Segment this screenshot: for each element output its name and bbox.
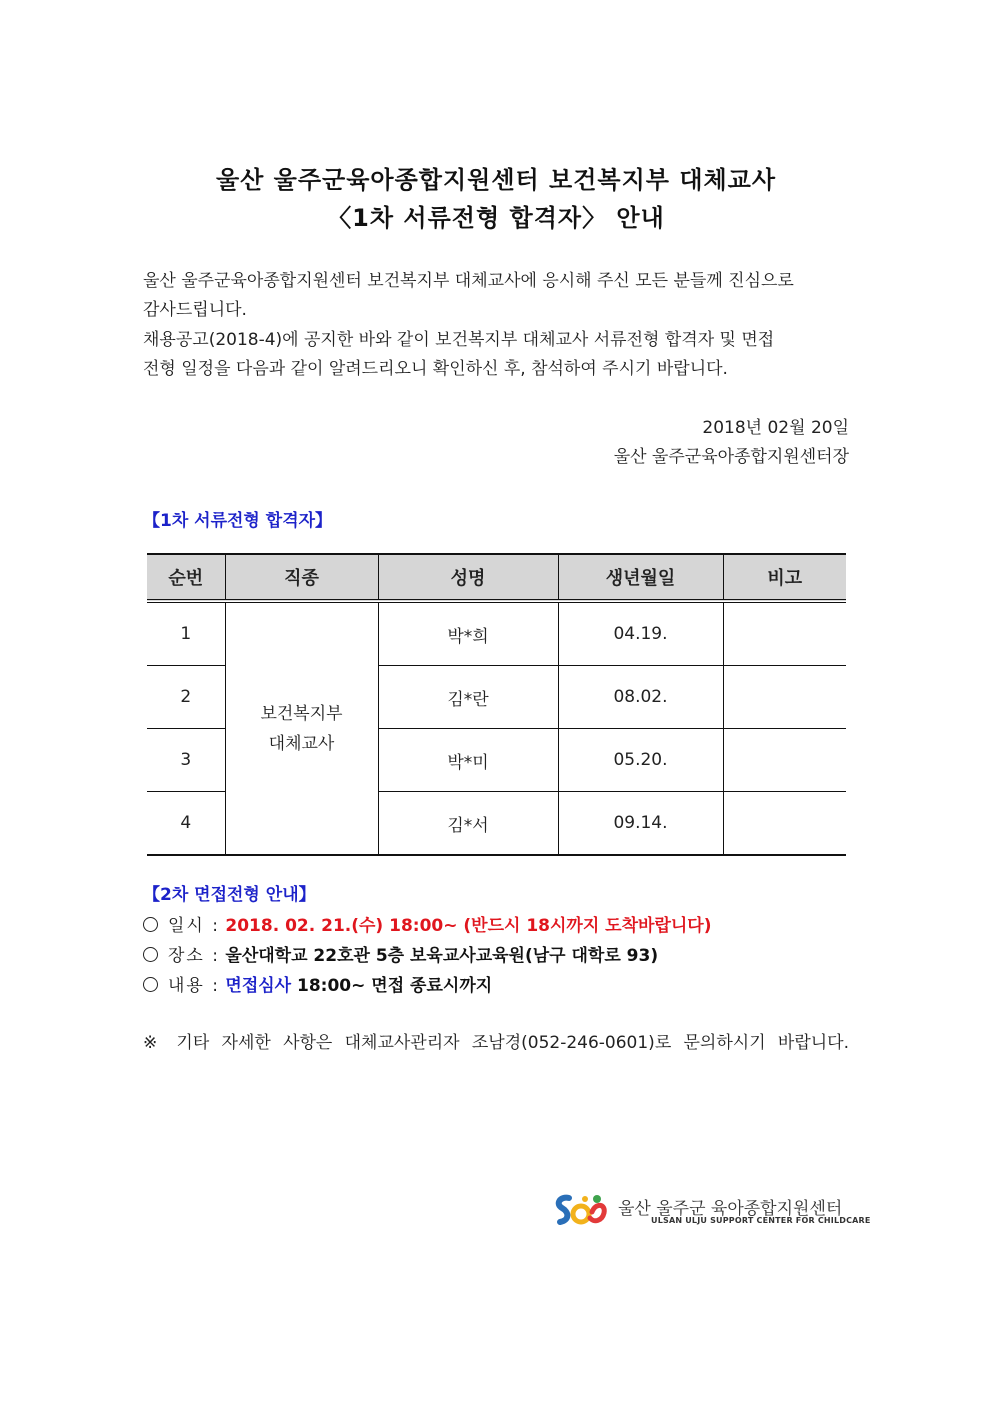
issuer-name: 울산 울주군육아종합지원센터장 [613,447,849,467]
intro-p2-line2: 전형 일정을 다음과 같이 알려드리오니 확인하신 후, 참석하여 주시기 바랍니다. [143,359,728,379]
center-logo [552,1190,871,1230]
interview-content-label: 내용 : [168,976,220,996]
section2-heading: 【2차 면접전형 안내】 [143,885,316,905]
document-title-line2: 〈1차 서류전형 합격자〉 안내 [327,204,665,232]
row-remarks [723,666,846,729]
intro-p1-line1: 울산 울주군육아종합지원센터 보건복지부 대체교사에 응시해 주신 모든 분들께 진심으로 [143,271,794,291]
row-name: 박*미 [378,729,558,792]
job-type-cell [225,601,378,855]
intro-paragraph-1 [143,267,851,325]
document-title-line1: 울산 울주군육아종합지원센터 보건복지부 대체교사 [215,166,777,194]
row-birthdate: 08.02. [558,666,723,729]
row-birthdate: 05.20. [558,729,723,792]
intro-p1-line2: 감사드립니다. [143,300,247,320]
row-name: 김*란 [378,666,558,729]
interview-content-line [143,971,492,996]
row-name: 박*희 [378,601,558,666]
interview-content-highlight: 면접심사 [225,976,292,996]
bullet-circle-icon [143,947,158,962]
table-row [147,601,846,666]
header-birthdate: 생년월일 [558,554,723,601]
row-number: 1 [147,601,225,666]
intro-p2-line1: 채용공고(2018-4)에 공지한 바와 같이 보건복지부 대체교사 서류전형 합격자 및 면접 [143,330,775,350]
row-number: 4 [147,792,225,856]
section1-heading: 【1차 서류전형 합격자】 [143,511,333,531]
bullet-circle-icon [143,977,158,992]
job-type-line2: 대체교사 [268,733,335,754]
header-job-type: 직종 [225,554,378,601]
header-name: 성명 [378,554,558,601]
interview-place-value: 울산대학교 22호관 5층 보육교사교육원(남구 대학로 93) [225,946,659,966]
header-number: 순번 [147,554,225,601]
interview-content-rest: 18:00~ 면접 종료시까지 [291,976,493,996]
row-name: 김*서 [378,792,558,856]
interview-place-label: 장소 : [168,946,220,966]
row-remarks [723,729,846,792]
center-logo-mark-icon [552,1190,612,1230]
interview-date-value: 2018. 02. 21.(수) 18:00~ (반드시 18시까지 도착바랍니다) [225,916,712,936]
row-birthdate: 09.14. [558,792,723,856]
row-birthdate: 04.19. [558,601,723,666]
issue-date: 2018년 02월 20일 [702,418,849,438]
row-number: 2 [147,666,225,729]
intro-paragraph-2 [143,326,851,384]
center-logo-name: 울산 울주군 육아종합지원센터 [618,1199,843,1219]
row-remarks [723,601,846,666]
job-type-line1: 보건복지부 [260,703,343,724]
bullet-circle-icon [143,917,158,932]
table-header-row [147,554,846,601]
center-logo-english: ULSAN ULJU SUPPORT CENTER FOR CHILDCARE [651,1216,871,1225]
interview-date-label: 일시 : [168,916,220,936]
row-number: 3 [147,729,225,792]
passers-table [147,553,846,856]
header-remarks: 비고 [723,554,846,601]
row-remarks [723,792,846,856]
contact-note: ※ 기타 자세한 사항은 대체교사관리자 조남경(052-246-0601)로 문의하시기 바랍니다. [143,1033,849,1053]
interview-date-line [143,911,711,936]
interview-place-line [143,941,658,966]
